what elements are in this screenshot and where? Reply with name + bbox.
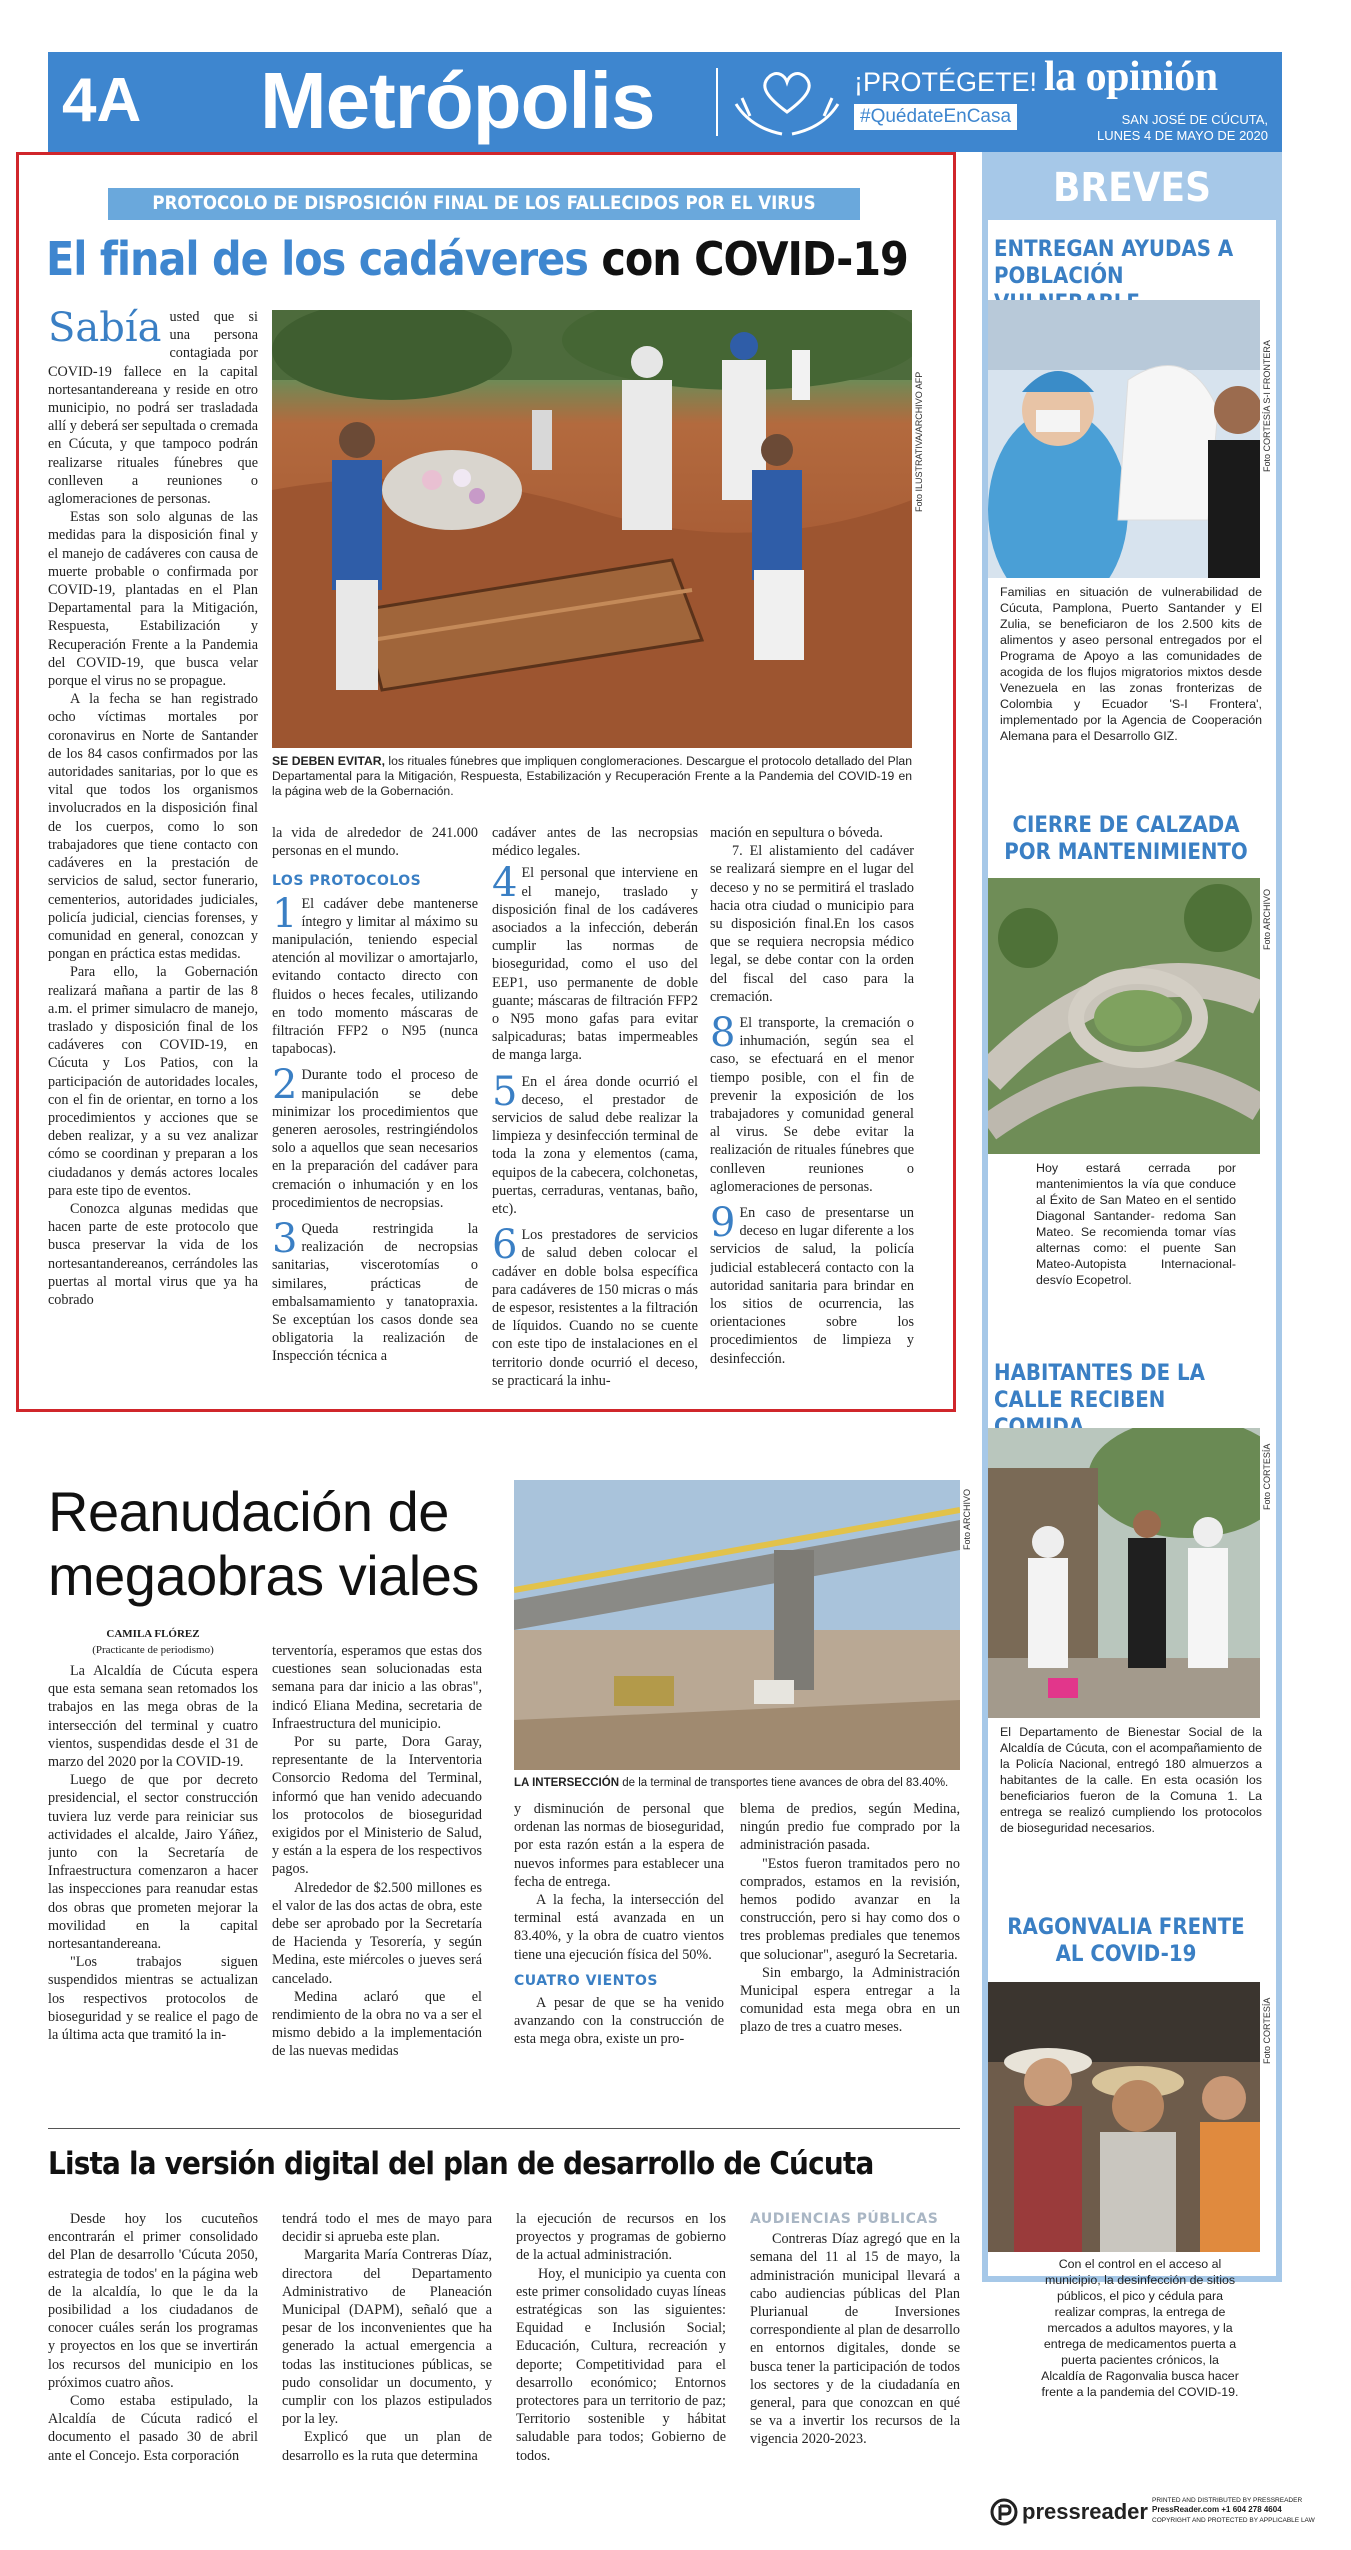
third-col2-p3: Explicó que un plan de desarrollo es la ruta que determina: [282, 2429, 492, 2464]
breve-1-caption: Familias en situación de vulnerabilidad de Cúcuta, Pamplona, Puerto Santander y El Zulia, se beneficiaron de los 2.500 kits de alimentos y aseo personal entregados por el Programa de Apoyo a las comunidades de acogida de los flujos migratorios mixtos desde Venezuela en las zonas fronterizas de Colombia y Ecuador 'S-I Frontera', implementado por la Agencia de Cooperación Alemana para el Desarrollo GIZ.: [1000, 585, 1262, 743]
main-photo-credit: Foto ILUSTRATIVA/ARCHIVO AFP: [914, 371, 924, 512]
protocol-6-number: 6: [492, 1222, 518, 1269]
second-photo-art: [514, 1480, 960, 1770]
second-col4-p3: Sin embargo, la Administración Municipal espera entregar a la comunidad esta mega obra en un plazo de tres a cuatro meses.: [740, 1964, 960, 2036]
main-photo-art: [272, 310, 912, 748]
masthead-divider: [716, 68, 718, 136]
breve-3-caption: El Departamento de Bienestar Social de la Alcaldía de Cúcuta, con el acompañamiento de la Policía Nacional, entregó 180 almuerzos a habitantes de la calle. En esta ocasión los beneficiarios fueron de la Comuna 1. La entrega se realizó cumpliendo los protocolos de bioseguridad necesarios.: [1000, 1725, 1262, 1835]
second-photo-caption: [514, 1776, 960, 1791]
protocol-1-text: El cadáver debe mantenerse íntegro y limitar al máximo su manipulación, teniendo especial atención al movilizar o amortajarlo, evitando contacto directo con fluidos o heces fecales, utilizando en todo momento máscaras de filtración FFP2 o N95 (nunca tapabocas).: [272, 895, 478, 1058]
third-headline: Lista la versión digital del plan de desarrollo de Cúcuta: [48, 2146, 874, 2182]
second-col-1: [48, 1662, 258, 2082]
main-col-3: [492, 824, 698, 1404]
main-col4-intro: mación en sepultura o bóveda.: [710, 825, 883, 841]
second-col2-p3: Alrededor de $2.500 millones es el valor de las dos actas de obra, este debe ser aprobado por la Secretaría de Hacienda y Tesorería, y según Medina, este miércoles o jueves será cancelado.: [272, 1879, 482, 1987]
breve-1-heading: ENTREGAN AYUDAS A POBLACIÓN: [994, 237, 1234, 289]
section-divider: [48, 2128, 960, 2129]
second-col2-p1: terventoría, esperamos que estas dos cuestiones sean solucionadas esta semana para dar inicio a las obras", indicó Eliana Medina, secretaria de Infraestructura del municipio.: [272, 1643, 482, 1732]
campaign-hashtag: #QuédateEnCasa: [854, 104, 1017, 130]
second-col3-p2: A la fecha, la intersección del terminal está avanzada en un 83.40%, y la obra de cuatro vientos tiene una ejecución física del 50%.: [514, 1892, 724, 1963]
third-col1-p1: Desde hoy los cucuteños encontrarán el primer consolidado del Plan de desarrollo 'Cúcuta 2050, estrategia de todos' en la página web de la alcaldía, lo que le da la posibilidad a los ciudadanos de conocer cuáles serán los programas y proyectos en los que se invertirán los recursos del municipio en los próximos cuatro años.: [48, 2211, 258, 2391]
main-photo: [272, 310, 912, 748]
breve-2-caption: Hoy estará cerrada por mantenimientos la vía que conduce al Éxito de San Mateo en el sentido Diagonal Santander- redoma San Mateo. Se recomienda tomar vías alternas como: el puente San Mateo-Autopista Internacional-desvío Ecopetrol.: [1036, 1161, 1236, 1287]
page-number: 4A: [62, 66, 142, 135]
main-headline-part1: El final de los cadáveres: [46, 232, 588, 286]
second-byline: [48, 1626, 258, 1658]
second-col1-p1: La Alcaldía de Cúcuta espera que esta semana sean retomados los trabajos en las mega obras de la intersección del terminal y cuatro vientos, suspendidas desde el 31 de marzo del 2020 por la COVID-19.: [48, 1663, 258, 1771]
second-col-3: [514, 1800, 724, 2082]
protocol-2-number: 2: [272, 1062, 298, 1109]
breve-3-photo-art: [988, 1428, 1260, 1718]
third-col-2: [282, 2210, 492, 2510]
protocol-9-text: En caso de presentarse un deceso en lugar diferente a los servicios de salud, la policía judicial establecerá contacto con la autoridad sanitaria para brindar en los sitios de ocurrencia, las orientaciones sobre los procedimientos de limpieza y desinfección.: [710, 1205, 914, 1367]
brand-logo: la opinión: [1044, 54, 1218, 100]
main-col1-p4: Para ello, la Gobernación realizará mañana a partir de las 8 a.m. el primer simulacro de manejo, traslado y disposición final de los cadáveres con COVID-19, en Cúcuta y Los Patios, con la participación de autoridades locales, con el fin de orientar, en torno a los procedimientos y acciones que se deben realizar, y a su vez analizar cómo se coordinan y preparan a los ciudadanos y demás actores locales para este tipo de eventos.: [48, 964, 258, 1199]
main-col-4: [710, 824, 914, 1404]
third-subhead: AUDIENCIAS PÚBLICAS: [750, 2211, 939, 2227]
breve-3-photo: [988, 1428, 1260, 1718]
pressreader-footer: [990, 2492, 1315, 2532]
main-photo-caption: [272, 754, 912, 800]
city-date-line1: SAN JOSÉ DE CÚCUTA,: [1121, 112, 1268, 127]
second-headline: [48, 1480, 498, 1608]
second-col1-p2: Luego de que por decreto presidencial, el sector construcción tuviera luz verde para reiniciar sus actividades el alcalde, Jairo Yáñez, junto con la Secretaría de Infraestructura comenzaron a hacer las inspecciones para reanudar estas dos obras que prometen mejorar la movilidad en la capital nortesantandereana.: [48, 1772, 258, 1953]
second-col3-p3: A pesar de que se ha venido avanzando con la construcción de esta mega obra, existe un pro-: [514, 1995, 724, 2048]
third-col3-p2: Hoy, el municipio ya cuenta con este primer consolidado cuyas líneas estratégicas son las siguientes: Equidad e Inclusión Social; Educación, Cultura, recreación y deporte; Competitividad para el desarrollo económico; Entornos protectores para un territorio de paz; Territorio sostenible y hábitat saludable para todos; Gobierno de todos.: [516, 2265, 726, 2464]
second-col-2: [272, 1642, 482, 2082]
second-col4-p1: blema de predios, según Medina, ningún predio fue comprado por la administración pasada.: [740, 1801, 960, 1854]
second-caption-text: de la terminal de transportes tiene avances de obra del 83.40%.: [622, 1777, 949, 1789]
protocol-7-text: 7. El alistamiento del cadáver se realizará siempre en el lugar del deceso y no se permitirá el traslado hacia otra ciudad o municipio para su disposición final.En los casos que se requiera necropsia médico legal, se debe contar con la orden del fiscal del caso para la cremación.: [710, 843, 914, 1005]
second-caption-lead: LA INTERSECCIÓN: [514, 1777, 619, 1789]
third-col3-p1: la ejecución de recursos en los proyectos y programas de gobierno de la actual administración.: [516, 2211, 726, 2264]
main-caption-lead: SE DEBEN EVITAR,: [272, 754, 385, 768]
third-col1-p2: Como estaba estipulado, la Alcaldía de Cúcuta radicó el documento el pasado 30 de abril ante el Concejo. Esta corporación: [48, 2393, 258, 2464]
breve-2-credit: Foto ARCHIVO: [1262, 888, 1272, 950]
second-col3-p1: y disminución de personal que ordenan las normas de bioseguridad, por esta razón están a la espera de nuevos informes para establecer una fecha de entrega.: [514, 1801, 724, 1890]
breve-3-heading: HABITANTES DE LA CALLE RECIBEN: [994, 1361, 1205, 1413]
breve-4-heading: RAGONVALIA FRENTE AL COVID-19: [1007, 1915, 1245, 1967]
second-col-4: [740, 1800, 960, 2082]
third-col-3: [516, 2210, 726, 2510]
second-col2-p4: Medina aclaró que el rendimiento de la obra no va a ser el mismo debido a la implementación de las nuevas medidas: [272, 1988, 482, 2060]
section-title: Metrópolis: [260, 56, 655, 145]
breve-4-credit: Foto CORTESÍA: [1262, 1997, 1272, 2064]
second-col4-p2: "Estos fueron tramitados pero no comprados, estamos en la revisión, hemos podido avanzar en la construcción, pero si hay como dos o tres problemas prediales que tenemos que solucionar", aseguró la Secretaria.: [740, 1855, 960, 1963]
protocol-5-number: 5: [492, 1068, 518, 1115]
protocol-9-number: 9: [710, 1200, 736, 1247]
protocol-6-text: Los prestadores de servicios de salud deben colocar el cadáver en doble bolsa específica para cadáveres de 150 micras o más de espesor, resistentes a la filtración de líquidos. Cuando no se cuente con este tipo de instalaciones en el territorio donde ocurrió el deceso, se practicará la inhu-: [492, 1227, 698, 1389]
main-col1-p3: A la fecha se han registrado ocho víctimas mortales por coronavirus en Norte de Santander de los 84 casos confirmados por las autoridades sanitarias, por lo que es vital que todos los organismos involucrados en la disposición final de los cuerpos, como lo son trabajadores que tiene contacto con cadáveres en la prestación de servicios de salud, sector funerario, cementerios, autoridades judiciales, policía judicial, ciencias forenses, y comunidad en general, conozcan y pongan en práctica estas medidas.: [48, 691, 258, 963]
main-col-2: [272, 824, 478, 1404]
main-headline-part2: con COVID-19: [601, 232, 908, 286]
protocol-8-text: El transporte, la cremación o inhumación, según sea el caso, se efectuará en el menor tiempo posible, con el fin de prevenir la exposición de los trabajadores y comunidad general al virus. Se debe evitar la realización de rituales fúnebres que conlleven reuniones o aglomeraciones de personas.: [710, 1015, 914, 1195]
pressreader-line3: COPYRIGHT AND PROTECTED BY APPLICABLE LAW: [1152, 2517, 1315, 2524]
second-col2-p2: Por su parte, Dora Garay, representante de la Interventoria Consorcio Redoma del Terminal, informó que han venido adecuando los protocolos de bioseguridad exigidos por el Ministerio de Salud, y están a la espera de los respectivos pagos.: [272, 1734, 482, 1878]
breve-4-caption: Con el control en el acceso al municipio, la desinfección de sitios públicos, el pico y cédula para realizar compras, la entrega de mercados a adultos mayores, y la entrega de medicamentos puerta a puerta pacientes crónicos, la Alcaldía de Ragonvalia busca hacer frente a la pandemia del COVID-19.: [1041, 2257, 1239, 2399]
third-col-1: [48, 2210, 258, 2510]
main-kicker: PROTOCOLO DE DISPOSICIÓN FINAL DE LOS FALLECIDOS POR EL VIRUS: [108, 188, 860, 220]
byline-role: (Practicante de periodismo): [92, 1644, 214, 1656]
main-caption-text: los rituales fúnebres que impliquen conglomeraciones. Descargue el protocolo detallado del Plan Departamental para la Mitigación, Respuesta, Estabilización y Recuperación Frente a la Pandemia del COVID-19 en la página web de la Gobernación.: [272, 754, 912, 799]
breve-2-photo: [988, 878, 1260, 1154]
second-subhead: CUATRO VIENTOS: [514, 1972, 658, 1989]
protocol-2-text: Durante todo el proceso de manipulación se debe minimizar los procedimientos que generen aerosoles, restringiéndolos solo a aquellos que sean necesarios en la preparación del cadáver para cremación o inhumación y en los procedimientos de necropsias.: [272, 1067, 478, 1211]
protocol-3-text: Queda restringida la realización de necropsias sanitarias, viscerotomías o similares, prácticas de embalsamamiento y tanatopraxia. Se exceptúan los casos donde sea obligatoria la realización de Inspección técnica a: [272, 1221, 478, 1365]
breve-1-credit: Foto CORTESÍA S-I FRONTERA: [1262, 340, 1272, 472]
breve-1-photo: [988, 300, 1260, 578]
breve-1-photo-art: [988, 300, 1260, 578]
main-col1-p5: Conozca algunas medidas que hacen parte de este protocolo que busca preservar la vida de los nortesantandereanos, cerrándoles las puertas al mortal virus que ya ha cobrado: [48, 1200, 258, 1308]
third-col2-p2: Margarita María Contreras Díaz, directora del Departamento Administrativo de Planeación Municipal (DAPM), señaló que a pesar de los inconvenientes que ha generado la actual emergencia a todas las instituciones públicas, se pudo consolidar un documento, y cumplir con los plazos estipulados por la ley.: [282, 2247, 492, 2428]
protocol-3-number: 3: [272, 1216, 298, 1263]
campaign-title: ¡PROTÉGETE!: [854, 67, 1038, 97]
pressreader-line1: PRINTED AND DISTRIBUTED BY PRESSREADER: [1152, 2497, 1303, 2504]
main-headline: [46, 228, 926, 294]
protocol-5-text: En el área donde ocurrió el deceso, el prestador de servicios de salud debe realizar la limpieza y desinfección terminal de toda la zona y elementos (cama, equipos de la cabecera, colchonetas, puertas, cerraduras, ventanas, baño, etc).: [492, 1073, 698, 1218]
masthead: [48, 52, 1282, 152]
main-col-1: [48, 308, 258, 1398]
byline-name: CAMILA FLÓREZ: [106, 1628, 200, 1640]
breve-3-credit: Foto CORTESÍA: [1262, 1443, 1272, 1510]
protocol-8-number: 8: [710, 1010, 736, 1057]
pressreader-logo-icon: [990, 2498, 1018, 2526]
pressreader-line2: PressReader.com +1 604 278 4604: [1152, 2505, 1282, 2514]
second-photo: [514, 1480, 960, 1770]
main-col2-intro: la vida de alrededor de 241.000 personas en el mundo.: [272, 825, 478, 860]
main-col1-p2: Estas son solo algunas de las medidas para la disposición final y el manejo de cadáveres con causa de muerte probable o confirmada por COVID-19, plantadas en el Plan Departamental para la Mitigación, Respuesta, Estabilización y Recuperación Frente a la Pandemia del COVID-19, que busca velar porque el virus no se propague.: [48, 509, 258, 690]
third-col4-p1: Contreras Díaz agregó que en la semana del 11 al 15 de mayo, la administración municipal llevará a cabo audiencias públicas del Plan Plurianual de Inversiones correspondiente al plan de desarrollo en entornos digitales, donde se busca tener la participación de todos los sectores y de la ciudadanía en general, para que conozcan en qué se va a invertir los recursos de la vigencia 2020-2023.: [750, 2231, 960, 2448]
city-date-line2: LUNES 4 DE MAYO DE 2020: [1097, 128, 1268, 143]
breve-4-photo-art: [988, 1982, 1260, 2252]
hands-heart-icon: [728, 64, 846, 142]
second-photo-credit: Foto ARCHIVO: [962, 1488, 972, 1550]
second-headline-line1: Reanudación de: [48, 1480, 449, 1543]
protocols-heading: LOS PROTOCOLOS: [272, 873, 422, 890]
third-col2-p1: tendrá todo el mes de mayo para decidir si aprueba este plan.: [282, 2211, 492, 2246]
third-col-4: [750, 2210, 960, 2510]
pressreader-brand: pressreader: [1022, 2499, 1148, 2524]
second-col1-p3: "Los trabajos siguen suspendidos mientras se actualizan los respectivos protocolos de bioseguridad y se realice el pago de la última acta que tramitó la in-: [48, 1954, 258, 2044]
breve-2-heading: CIERRE DE CALZADA POR MANTENIMIENTO: [1004, 813, 1248, 865]
protocol-4-text: El personal que interviene en el manejo, traslado y disposición final de los cadáveres asociados a la infección, deberán cumplir las normas de bioseguridad, como el uso del EEP1, uso permanente de doble guante; máscaras de filtración FFP2 o N95 mono gafas para evitar salpicaduras; batas impermeables de manga larga.: [492, 865, 698, 1064]
second-headline-line2: megaobras viales: [48, 1544, 479, 1607]
main-col3-intro: cadáver antes de las necropsias médico legales.: [492, 825, 698, 860]
sidebar-title: BREVES: [1052, 165, 1212, 211]
protocol-4-number: 4: [492, 860, 518, 907]
dropcap-word: Sabía: [48, 308, 162, 351]
breve-2-photo-art: [988, 878, 1260, 1154]
protocol-1-number: 1: [272, 890, 298, 937]
breve-4-photo: [988, 1982, 1260, 2252]
main-lead: usted que si una persona contagiada por COVID-19 fallece en la capital nortesantandereana y reside en otro municipio, no podrá ser trasladada allí y deberá ser sepultada o cremada en Cúcuta, y que tampoco podrán realizarse rituales fúnebres que conlleven a reuniones o aglomeraciones de personas.: [48, 309, 258, 508]
